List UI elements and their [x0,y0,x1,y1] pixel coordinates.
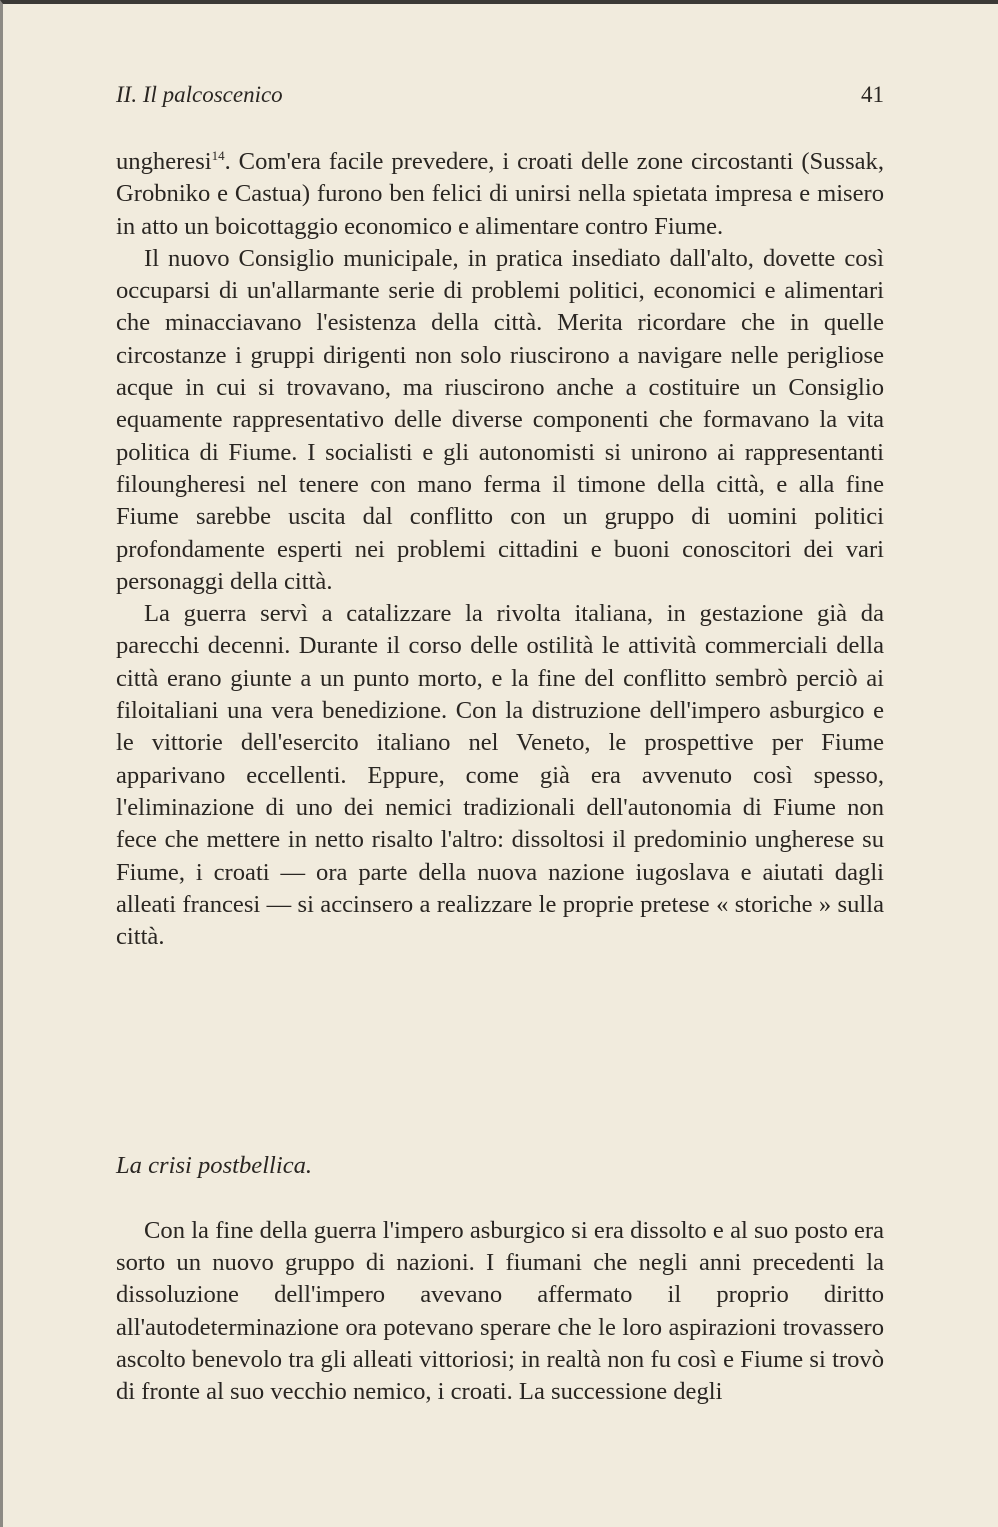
section-heading: La crisi postbellica. [116,1152,313,1179]
paragraph-1 [116,146,884,243]
paragraph-1-rest: . Com'era facile prevedere, i croati delle zone circostanti (Sussak, Grobniko e Castua) furono ben felici di unirsi nella spietata impresa e misero in atto un boicottaggio economico e alimentare contro Fiume. [116,148,884,240]
paragraph-2: Il nuovo Consiglio municipale, in pratica insediato dall'alto, dovette così occuparsi di un'allarmante serie di problemi politici, economici e alimentari che minacciavano l'esistenza della città. Merita ricordare che in quelle circostanze i gruppi dirigenti non solo riuscirono a navigare nelle perigliose acque in cui si trovavano, ma riuscirono anche a costituire un Consiglio equamente rappresentativo delle diverse componenti che formavano la vita politica di Fiume. I socialisti e gli autonomisti si unirono ai rappresentanti filoungheresi nel tenere con mano ferma il timone della città, e alla fine Fiume sarebbe uscita dal conflitto con un gruppo di uomini politici profondamente esperti nei problemi cittadini e buoni conoscitori dei vari personaggi della città. [116,244,884,595]
body-text [116,146,884,953]
page-number: 41 [861,82,884,107]
running-header [116,80,884,110]
running-title: II. Il palcoscenico [116,82,283,107]
section-paragraph-1: Con la fine della guerra l'impero asburgico si era dissolto e al suo posto era sorto un nuovo gruppo di nazioni. I fiumani che negli anni precedenti la dissoluzione dell'impero avevano affermato il proprio diritto all'autodeterminazione ora potevano sperare che le loro aspirazioni trovassero ascolto benevolo tra gli alleati vittoriosi; in realtà non fu così e Fiume si trovò di fronte al suo vecchio nemico, i croati. La successione degli [116,1217,884,1406]
footnote-ref: 14 [211,147,225,163]
paragraph-3: La guerra servì a catalizzare la rivolta italiana, in gestazione già da parecchi decenni. Durante il corso delle ostilità le attività commerciali della città erano giunte a un punto morto, e la fine del conflitto sembrò perciò ai filoitaliani una vera benedizione. Con la distruzione dell'impero asburgico e le vittorie dell'esercito italiano nel Veneto, le prospettive per Fiume apparivano eccellenti. Eppure, come già era avvenuto così spesso, l'eliminazione di uno dei nemici tradizionali dell'autonomia di Fiume non fece che mettere in netto risalto l'altro: dissoltosi il predominio ungherese su Fiume, i croati — ora parte della nuova nazione iugoslava e aiutati dagli alleati francesi — si accinsero a realizzare le proprie pretese « storiche » sulla città. [116,600,884,951]
paragraph-1-start: ungheresi [116,148,212,175]
